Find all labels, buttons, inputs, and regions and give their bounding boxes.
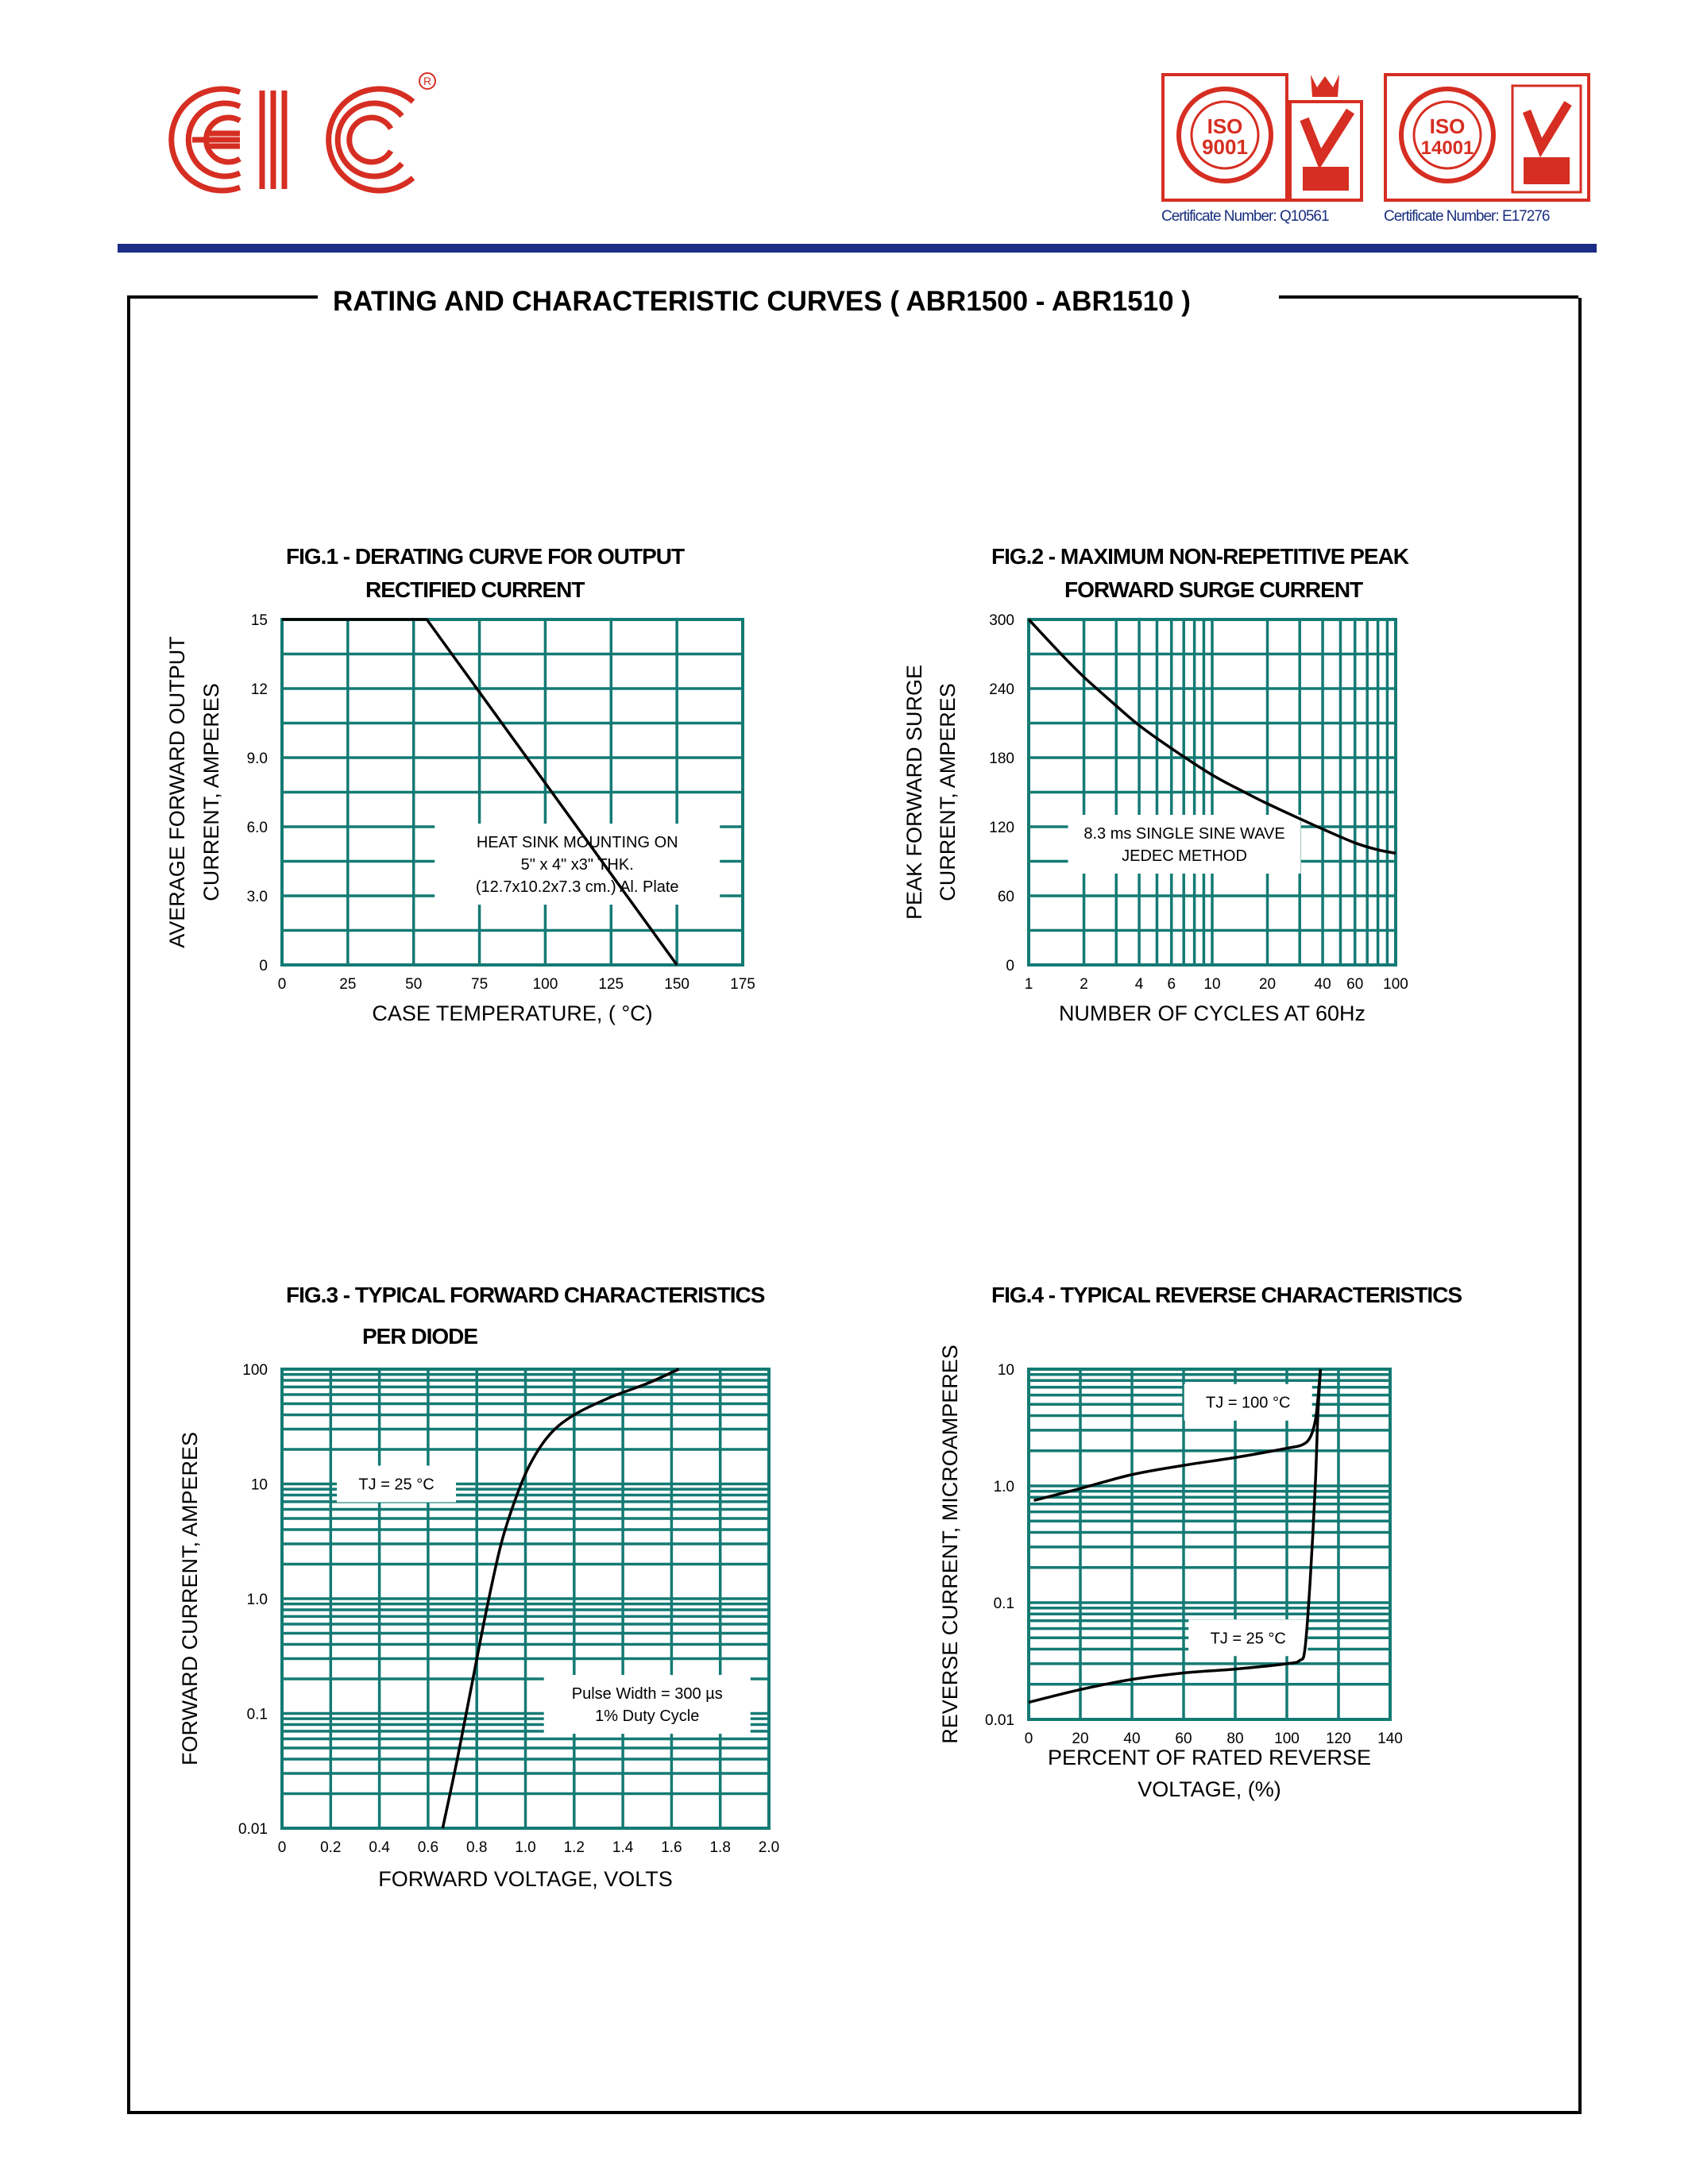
fig4-xtick-label: 0 — [1024, 1731, 1033, 1747]
fig3-annotation-text: TJ = 25 °C — [358, 1476, 435, 1494]
fig3-xtick-label: 1.2 — [563, 1839, 585, 1856]
fig4-xtick-label: 80 — [1226, 1731, 1244, 1747]
fig1-xtick-label: 75 — [471, 976, 489, 993]
fig1-ytick-label: 3.0 — [246, 889, 268, 905]
fig1-ytick-label: 15 — [250, 612, 268, 629]
fig2-xlabel: NUMBER OF CYCLES AT 60Hz — [1058, 1001, 1366, 1025]
fig2-ytick-label: 120 — [989, 820, 1014, 836]
fig4-annotation-text: TJ = 25 °C — [1210, 1630, 1286, 1648]
fig3-xtick-label: 2.0 — [758, 1839, 780, 1856]
fig3-ytick-label: 100 — [242, 1362, 268, 1379]
fig2-xtick-label: 100 — [1383, 976, 1408, 993]
fig2-annotation-text: JEDEC METHOD — [1122, 847, 1247, 865]
fig1-ylabel: CURRENT, AMPERES — [199, 683, 223, 901]
fig4-ytick-label: 1.0 — [993, 1479, 1014, 1495]
fig1-annotation-text: HEAT SINK MOUNTING ON — [476, 834, 678, 852]
fig4-annotation-text: TJ = 100 °C — [1206, 1394, 1291, 1412]
fig1-ytick-label: 0 — [259, 958, 268, 974]
fig1-xtick-label: 25 — [339, 976, 357, 993]
fig2-ytick-label: 300 — [989, 612, 1014, 629]
fig3-xtick-label: 1.4 — [612, 1839, 634, 1856]
fig4-frame — [1029, 1369, 1390, 1719]
fig2-xtick-label: 1 — [1024, 976, 1033, 993]
fig2-ytick-label: 240 — [989, 681, 1014, 698]
fig1-xtick-label: 100 — [532, 976, 558, 993]
fig3-title: PER DIODE — [362, 1324, 478, 1349]
fig4-xtick-label: 40 — [1123, 1731, 1141, 1747]
fig4-xlabel: VOLTAGE, (%) — [1138, 1777, 1281, 1801]
fig3-ytick-label: 10 — [250, 1476, 268, 1494]
fig3-annotation-text: 1% Duty Cycle — [595, 1707, 700, 1726]
svg-text:ISO: ISO — [1207, 114, 1243, 138]
fig4-xlabel: PERCENT OF RATED REVERSE — [1047, 1746, 1372, 1769]
fig3-title: FIG.3 - TYPICAL FORWARD CHARACTERISTICS — [286, 1283, 765, 1307]
fig2-title: FORWARD SURGE CURRENT — [1064, 577, 1363, 602]
certificate-number-1: Certificate Number: Q10561 — [1161, 208, 1329, 225]
fig4-title: FIG.4 - TYPICAL REVERSE CHARACTERISTICS — [991, 1283, 1462, 1307]
fig1-ytick-label: 9.0 — [246, 751, 268, 767]
fig2-xtick-label: 20 — [1258, 976, 1277, 993]
page-title: RATING AND CHARACTERISTIC CURVES ( ABR1500 - ABR1510 ) — [330, 286, 1194, 318]
fig3-xtick-label: 1.6 — [661, 1839, 682, 1856]
fig1-title: RECTIFIED CURRENT — [365, 577, 585, 602]
fig2-ytick-label: 0 — [1006, 958, 1014, 974]
fig3-ytick-label: 1.0 — [246, 1592, 268, 1608]
fig4-chart — [938, 1283, 1462, 1801]
fig4-ytick-label: 10 — [997, 1362, 1014, 1379]
fig2-ytick-label: 180 — [989, 751, 1014, 767]
fig2-xtick-label: 4 — [1134, 976, 1144, 993]
fig2-ytick-label: 60 — [997, 889, 1014, 905]
fig4-xtick-label: 20 — [1072, 1731, 1089, 1747]
svg-text:14001: 14001 — [1420, 137, 1474, 159]
fig3-xlabel: FORWARD VOLTAGE, VOLTS — [378, 1867, 673, 1891]
fig3-ytick-label: 0.01 — [238, 1821, 268, 1838]
fig2-annotation-text: 8.3 ms SINGLE SINE WAVE — [1083, 825, 1285, 843]
fig4-xtick-label: 100 — [1274, 1731, 1300, 1747]
fig1-chart — [165, 544, 755, 1025]
fig3-xtick-label: 0.4 — [369, 1839, 390, 1856]
fig3-chart — [178, 1283, 779, 1891]
svg-text:9001: 9001 — [1202, 135, 1248, 159]
fig4-grid — [1029, 1369, 1390, 1719]
fig1-annotation-text: (12.7x10.2x7.3 cm.) Al. Plate — [475, 878, 679, 897]
fig3-xtick-label: 1.0 — [515, 1839, 536, 1856]
fig4-xtick-label: 120 — [1326, 1731, 1351, 1747]
fig4-ytick-label: 0.01 — [985, 1712, 1014, 1729]
fig2-xtick-label: 60 — [1346, 976, 1364, 993]
fig2-grid — [1029, 619, 1396, 965]
certificate-number-2: Certificate Number: E17276 — [1384, 208, 1550, 225]
fig1-ytick-label: 12 — [250, 681, 268, 698]
svg-text:ISO: ISO — [1429, 114, 1466, 138]
fig3-xtick-label: 1.8 — [709, 1839, 731, 1856]
fig2-ylabel: PEAK FORWARD SURGE — [902, 664, 926, 920]
fig2-ylabel: CURRENT, AMPERES — [936, 683, 960, 901]
fig4-xtick-label: 140 — [1377, 1731, 1403, 1747]
fig1-grid — [282, 619, 743, 965]
fig1-annotation-text: 5" x 4" x3" THK. — [520, 856, 634, 874]
fig1-xtick-label: 125 — [598, 976, 624, 993]
fig1-xtick-label: 0 — [277, 976, 287, 993]
fig1-title: FIG.1 - DERATING CURVE FOR OUTPUT — [286, 544, 685, 569]
fig2-chart — [902, 544, 1409, 1025]
fig1-xlabel: CASE TEMPERATURE, ( °C) — [372, 1001, 653, 1025]
fig1-ytick-label: 6.0 — [246, 820, 268, 836]
fig3-grid — [282, 1369, 769, 1828]
fig3-annotation-text: Pulse Width = 300 µs — [571, 1685, 723, 1704]
fig1-xtick-label: 150 — [664, 976, 689, 993]
fig1-xtick-label: 50 — [405, 976, 423, 993]
svg-text:R: R — [423, 75, 432, 87]
fig2-xtick-label: 40 — [1314, 976, 1331, 993]
fig3-ytick-label: 0.1 — [246, 1706, 268, 1723]
fig1-ylabel: AVERAGE FORWARD OUTPUT — [165, 636, 189, 948]
fig3-xtick-label: 0.8 — [465, 1839, 488, 1856]
fig4-ylabel: REVERSE CURRENT, MICROAMPERES — [938, 1345, 962, 1744]
fig1-xtick-label: 175 — [730, 976, 755, 993]
fig3-xtick-label: 0.2 — [320, 1839, 342, 1856]
fig3-xtick-label: 0 — [277, 1839, 287, 1856]
fig4-xtick-label: 60 — [1175, 1731, 1192, 1747]
fig2-xtick-label: 10 — [1203, 976, 1221, 993]
fig2-title: FIG.2 - MAXIMUM NON-REPETITIVE PEAK — [991, 544, 1409, 569]
fig3-xtick-label: 0.6 — [417, 1839, 439, 1856]
fig4-ytick-label: 0.1 — [993, 1596, 1014, 1612]
fig3-ylabel: FORWARD CURRENT, AMPERES — [178, 1431, 202, 1766]
fig2-xtick-label: 6 — [1167, 976, 1176, 993]
fig2-xtick-label: 2 — [1080, 976, 1088, 993]
